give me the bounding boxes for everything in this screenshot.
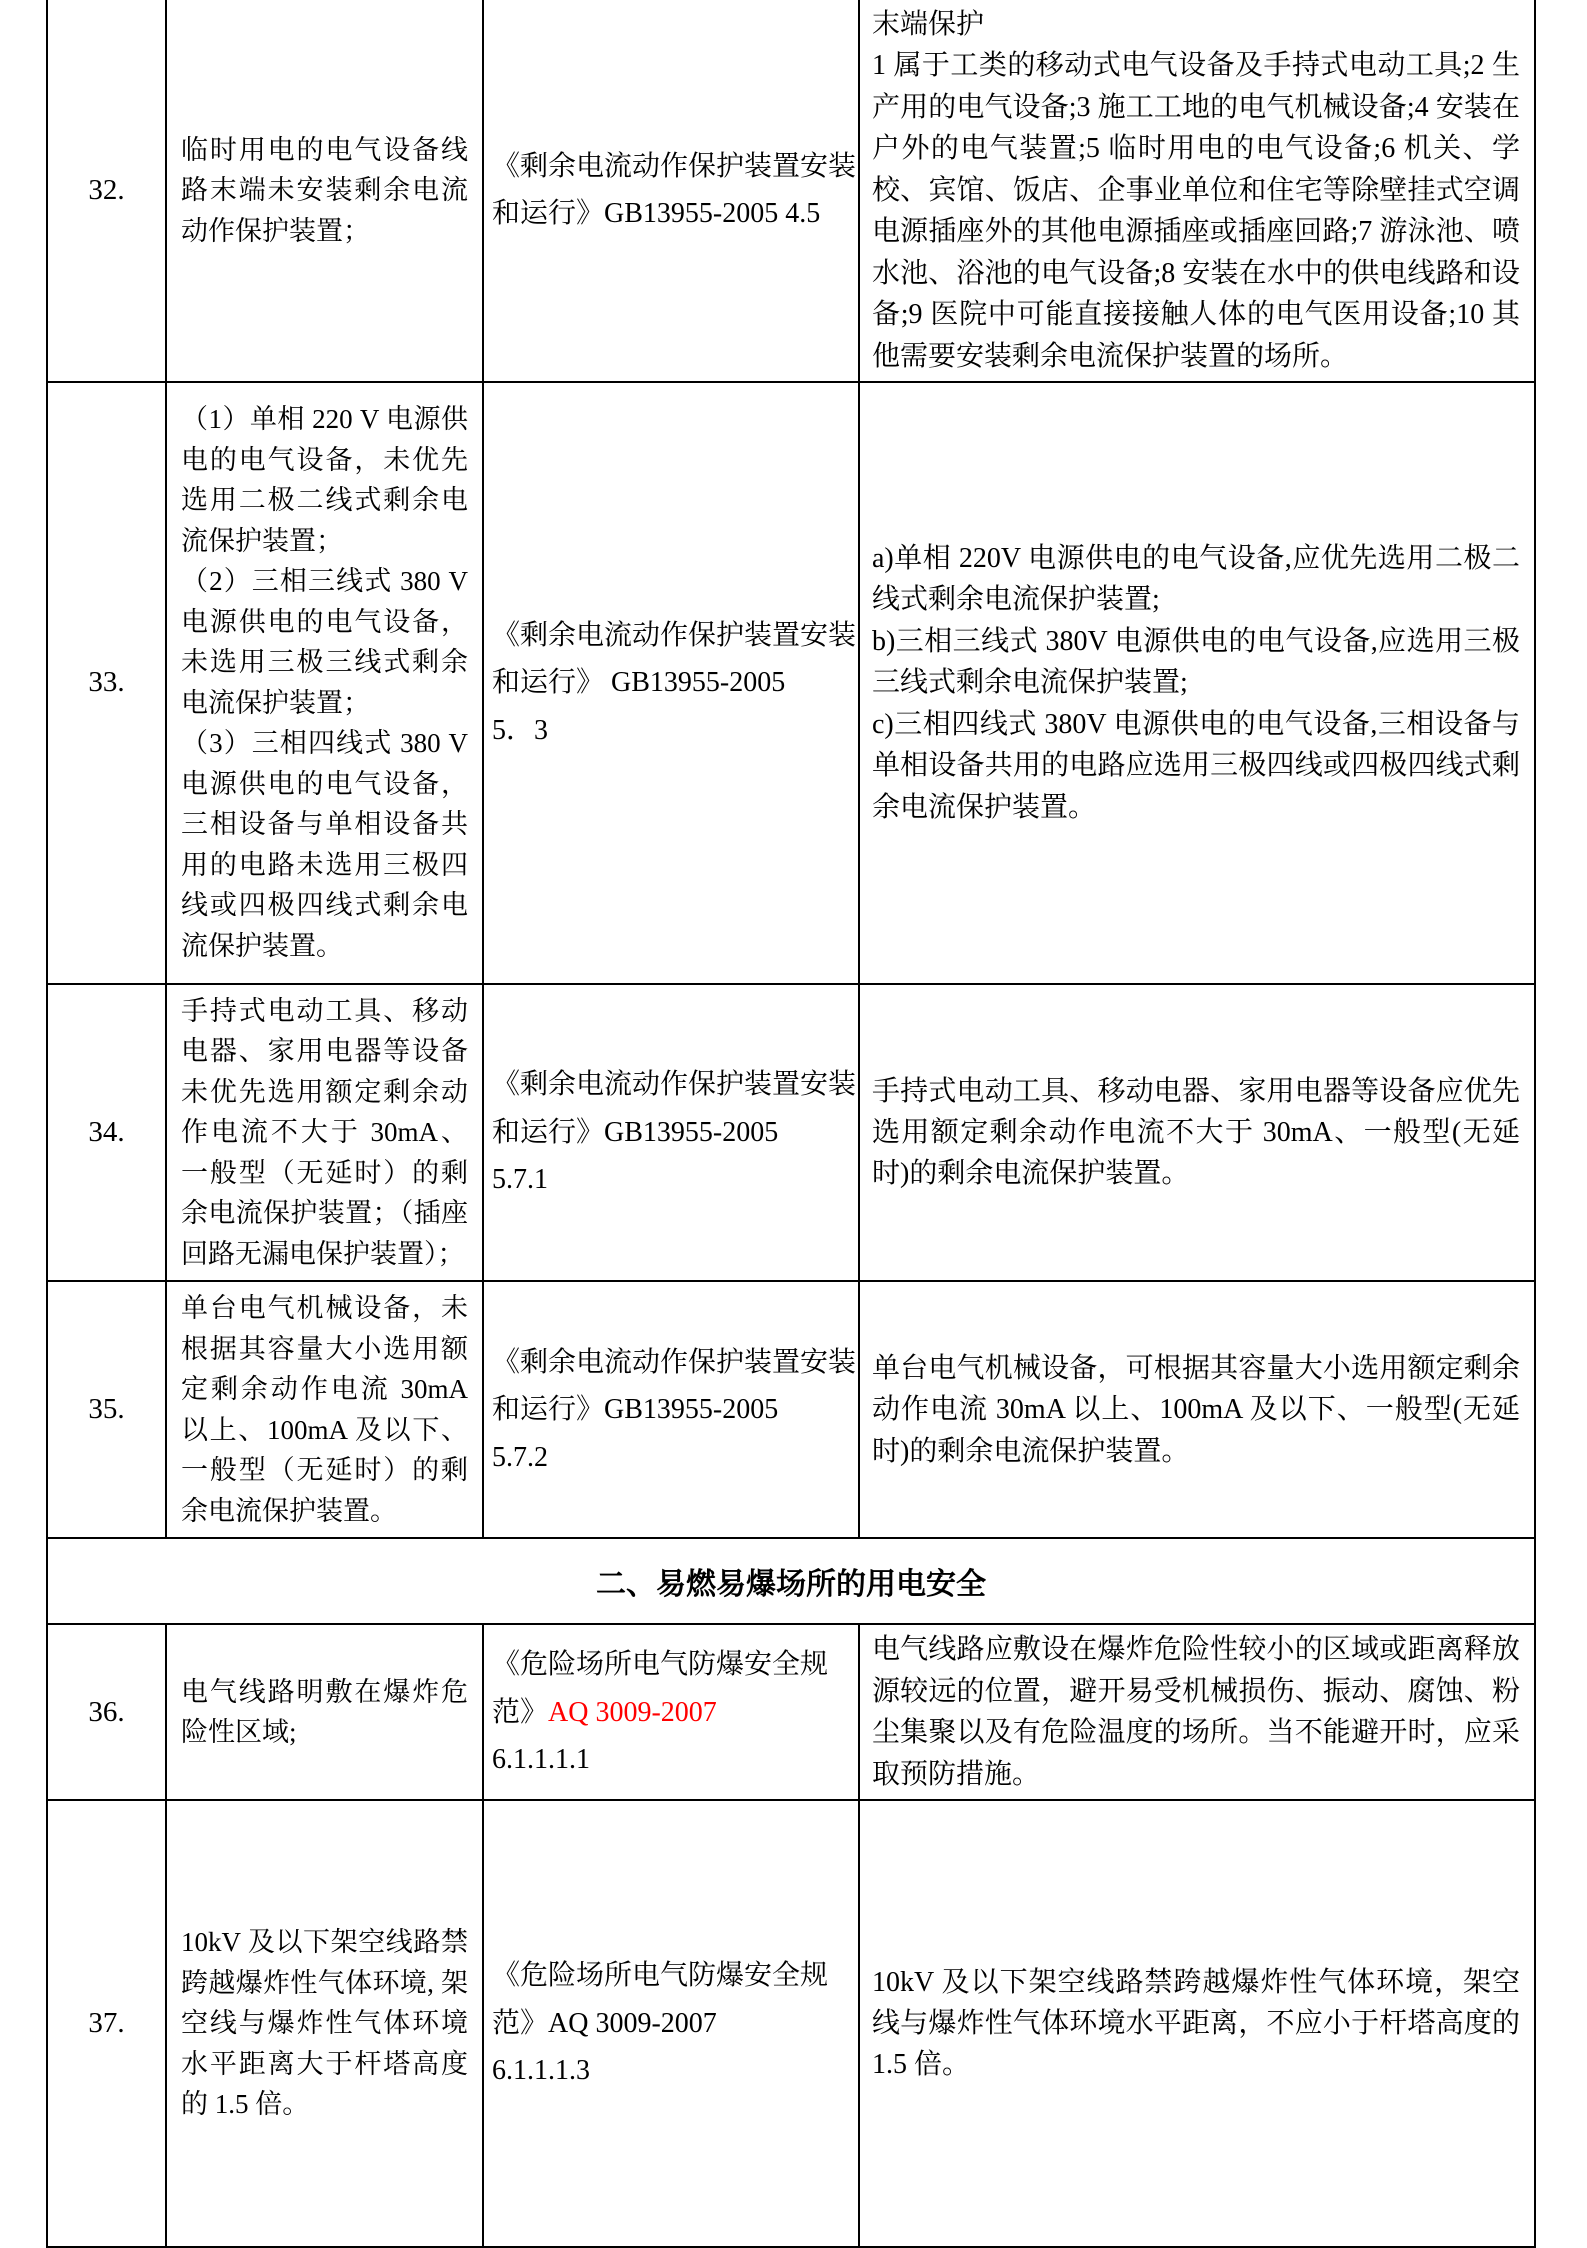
text-line: 电气线路明敷在爆炸危险性区域;	[181, 1676, 468, 1748]
problem-cell	[166, 1281, 483, 1538]
standard-cell	[483, 0, 859, 382]
standard-cell	[483, 382, 859, 984]
section-row	[47, 1538, 1535, 1624]
text-line: 10kV 及以下架空线路禁跨越爆炸性气体环境, 架空线与爆炸性气体环境水平距离大于杆塔高度的 1.5 倍。	[181, 1927, 468, 2120]
text-line: 6.1.1.1.1	[492, 1744, 590, 1776]
text-line: 5.7.2	[492, 1441, 548, 1473]
text-line: 37.	[88, 2007, 125, 2040]
problem-cell	[166, 1800, 483, 2247]
row-number-cell	[47, 984, 166, 1282]
standard-cell	[483, 984, 859, 1282]
detail-cell	[859, 984, 1535, 1282]
text-line: 6.1.1.1.3	[492, 2055, 590, 2087]
text-line: 临时用电的电气设备线路末端未安装剩余电流动作保护装置；	[181, 134, 468, 246]
standard-cell	[483, 1624, 859, 1800]
problem-cell	[166, 382, 483, 984]
text-line: c)三相四线式 380V 电源供电的电气设备,三相设备与单相设备共用的电路应选用三极四线或四极四线式剩余电流保护装置。	[872, 708, 1520, 823]
standard-cell	[483, 1800, 859, 2247]
text-line: 末端保护	[872, 9, 985, 40]
text-line: 《剩余电流动作保护装置安装和运行》 GB13955-2005	[492, 619, 857, 699]
text-line: 《剩余电流动作保护装置安装和运行》GB13955-2005	[492, 1346, 857, 1426]
text-line: b)三相三线式 380V 电源供电的电气设备,应选用三极三线式剩余电流保护装置;	[872, 625, 1520, 699]
problem-cell	[166, 984, 483, 1282]
text-line: 单台电气机械设备，可根据其容量大小选用额定剩余动作电流 30mA 以上、100mA 及以下、一般型(无延时)的剩余电流保护装置。	[872, 1352, 1520, 1467]
detail-cell	[859, 382, 1535, 984]
row-number-cell	[47, 1800, 166, 2247]
table-row	[47, 0, 1535, 382]
text-line	[492, 1641, 856, 1736]
text-line: 《剩余电流动作保护装置安装和运行》GB13955-2005	[492, 1069, 857, 1148]
row-number-cell	[47, 1624, 166, 1800]
table-row	[47, 1624, 1535, 1800]
safety-regulation-table	[46, 0, 1536, 2248]
text-line: 5.7.1	[492, 1164, 548, 1196]
standard-code-red: AQ 3009-2007	[548, 1696, 717, 1728]
detail-cell	[859, 1281, 1535, 1538]
table-row	[47, 1281, 1535, 1538]
table-row	[47, 984, 1535, 1282]
problem-cell	[166, 0, 483, 382]
standard-text: 《危险场所电气防爆安全规范》	[492, 1648, 829, 1728]
text-line: 10kV 及以下架空线路禁跨越爆炸性气体环境，架空线与爆炸性气体环境水平距离，不应小于杆塔高度的 1.5 倍。	[872, 1966, 1520, 2081]
text-line: 35.	[88, 1393, 125, 1426]
text-line: 32.	[88, 173, 125, 206]
text-line: 1 属于工类的移动式电气设备及手持式电动工具;2 生产用的电气设备;3 施工工地的电气机械设备;4 安装在户外的电气装置;5 临时用电的电气设备;6 机关、学校、宾馆、饭店、企事业单位和住宅等除壁挂式空调电源插座外的其他电源插座或插座回路;7 游泳池、喷水池、浴池的电气设备;8 安装在水中的供电线路和设备;9 医院中可能直接接触人体的电气医用设备;10 其他需要安装剩余电流保护装置的场所。	[872, 50, 1520, 372]
standard-cell	[483, 1281, 859, 1538]
row-number-cell	[47, 0, 166, 382]
text-line: （1）单相 220 V 电源供电的电气设备，未优先选用二极二线式剩余电流保护装置；	[181, 404, 468, 556]
detail-cell	[859, 0, 1535, 382]
row-number-cell	[47, 382, 166, 984]
text-line: 电气线路应敷设在爆炸危险性较小的区域或距离释放源较远的位置，避开易受机械损伤、振动、腐蚀、粉尘集聚以及有危险温度的场所。当不能避开时，应采取预防措施。	[872, 1634, 1520, 1790]
text-line: 5．3	[492, 714, 549, 746]
text-line: 《危险场所电气防爆安全规范》AQ 3009-2007	[492, 1960, 829, 2039]
problem-cell	[166, 1624, 483, 1800]
detail-cell	[859, 1800, 1535, 2247]
text-line: 手持式电动工具、移动电器、家用电器等设备应优先选用额定剩余动作电流不大于 30mA、一般型(无延时)的剩余电流保护装置。	[872, 1075, 1520, 1190]
text-line: 36.	[88, 1695, 125, 1728]
text-line: （2）三相三线式 380 V 电源供电的电气设备，未选用三极三线式剩余电流保护装置；	[181, 566, 468, 718]
text-line: 34.	[88, 1116, 125, 1149]
text-line: 手持式电动工具、移动电器、家用电器等设备未优先选用额定剩余动作电流不大于 30mA、一般型（无延时）的剩余电流保护装置；（插座回路无漏电保护装置）；	[181, 995, 468, 1269]
table-row	[47, 1800, 1535, 2247]
row-number-cell	[47, 1281, 166, 1538]
text-line: 33.	[88, 666, 125, 699]
text-line: a)单相 220V 电源供电的电气设备,应优先选用二极二线式剩余电流保护装置;	[872, 542, 1520, 616]
text-line: 《剩余电流动作保护装置安装和运行》GB13955-2005 4.5	[492, 150, 857, 230]
detail-cell	[859, 1624, 1535, 1800]
section-header: 二、易燃易爆场所的用电安全	[47, 1538, 1535, 1624]
table-body	[47, 0, 1535, 2247]
text-line: （3）三相四线式 380 V 电源供电的电气设备，三相设备与单相设备共用的电路未选用三极四线或四极四线式剩余电流保护装置。	[181, 728, 468, 961]
text-line: 单台电气机械设备，未根据其容量大小选用额定剩余动作电流 30mA 以上、100mA 及以下、一般型（无延时）的剩余电流保护装置。	[181, 1293, 468, 1526]
table-row	[47, 382, 1535, 984]
